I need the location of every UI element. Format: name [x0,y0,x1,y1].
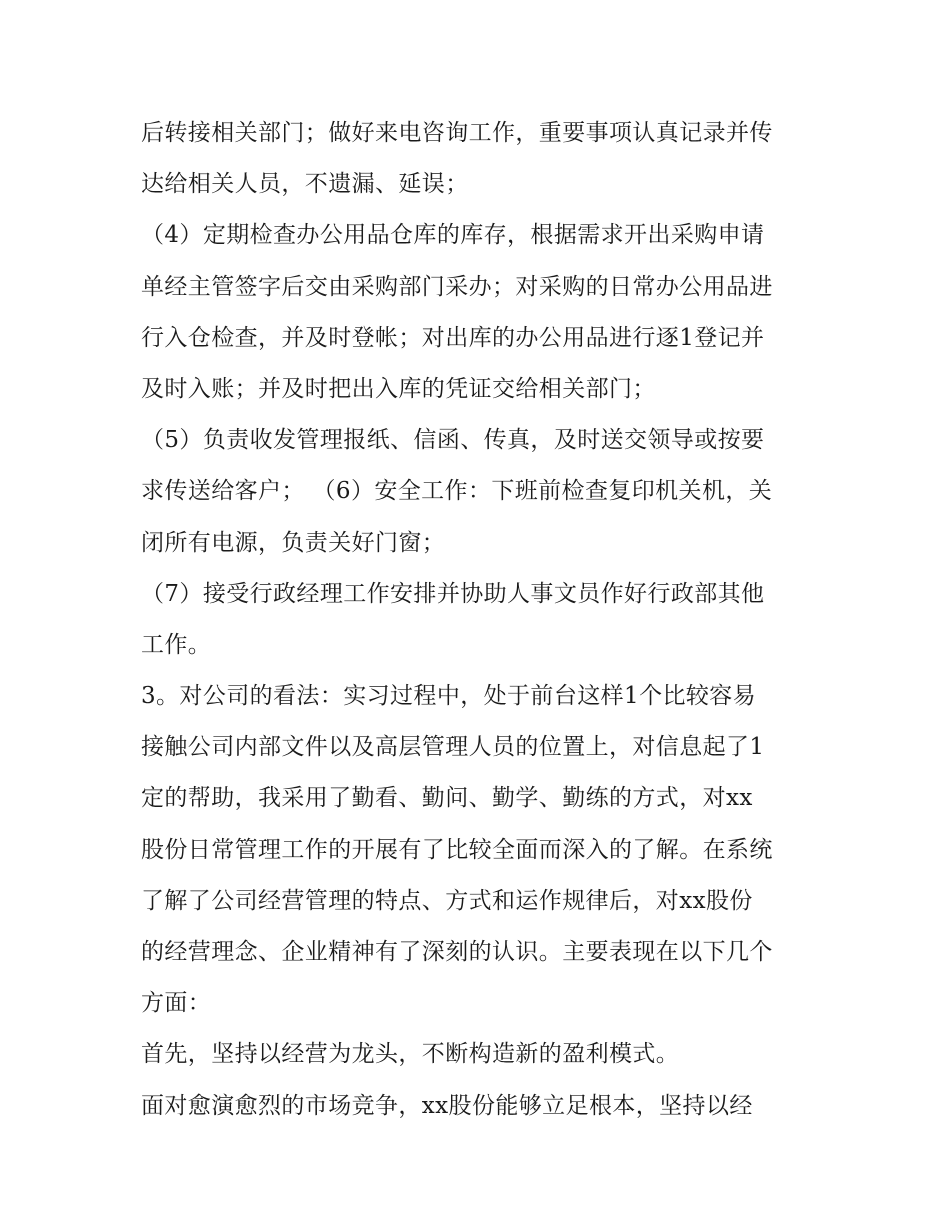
text-line: 闭所有电源，负责关好门窗； [141,529,446,556]
text-line: 了解了公司经营管理的特点、方式和运作规律后，对xx股份 [141,887,753,914]
text-line: 求传送给客户； （6）安全工作：下班前检查复印机关机，关 [141,478,773,505]
text-line: 行入仓检查，并及时登帐；对出库的办公用品进行逐1登记并 [141,324,765,351]
text-line: 股份日常管理工作的开展有了比较全面而深入的了解。在系统 [141,836,773,863]
text-line: 面对愈演愈烈的市场竞争，xx股份能够立足根本，坚持以经 [141,1092,753,1119]
text-line: 首先，坚持以经营为龙头，不断构造新的盈利模式。 [141,1041,680,1068]
text-line: 工作。 [141,631,212,658]
text-line: 及时入账；并及时把出入库的凭证交给相关部门； [141,375,656,402]
text-line: 接触公司内部文件以及高层管理人员的位置上，对信息起了1 [141,734,765,761]
text-line: 单经主管签字后交由采购部门采办；对采购的日常办公用品进 [141,273,773,300]
text-line: 的经营理念、企业精神有了深刻的认识。主要表现在以下几个 [141,939,773,965]
text-line: 达给相关人员，不遗漏、延误； [141,171,469,198]
text-line: 方面： [141,990,212,1017]
text-line: （4）定期检查办公用品仓库的库存，根据需求开出采购申请 [141,222,765,249]
text-line: 3。对公司的看法：实习过程中，处于前台这样1个比较容易 [141,683,757,710]
text-line: 定的帮助，我采用了勤看、勤问、勤学、勤练的方式，对xx [141,785,753,812]
body-text [141,108,821,1132]
text-line: （7）接受行政经理工作安排并协助人事文员作好行政部其他 [141,580,765,607]
text-line: （5）负责收发管理报纸、信函、传真，及时送交领导或按要 [141,427,765,454]
text-line: 后转接相关部门；做好来电咨询工作，重要事项认真记录并传 [141,120,773,146]
